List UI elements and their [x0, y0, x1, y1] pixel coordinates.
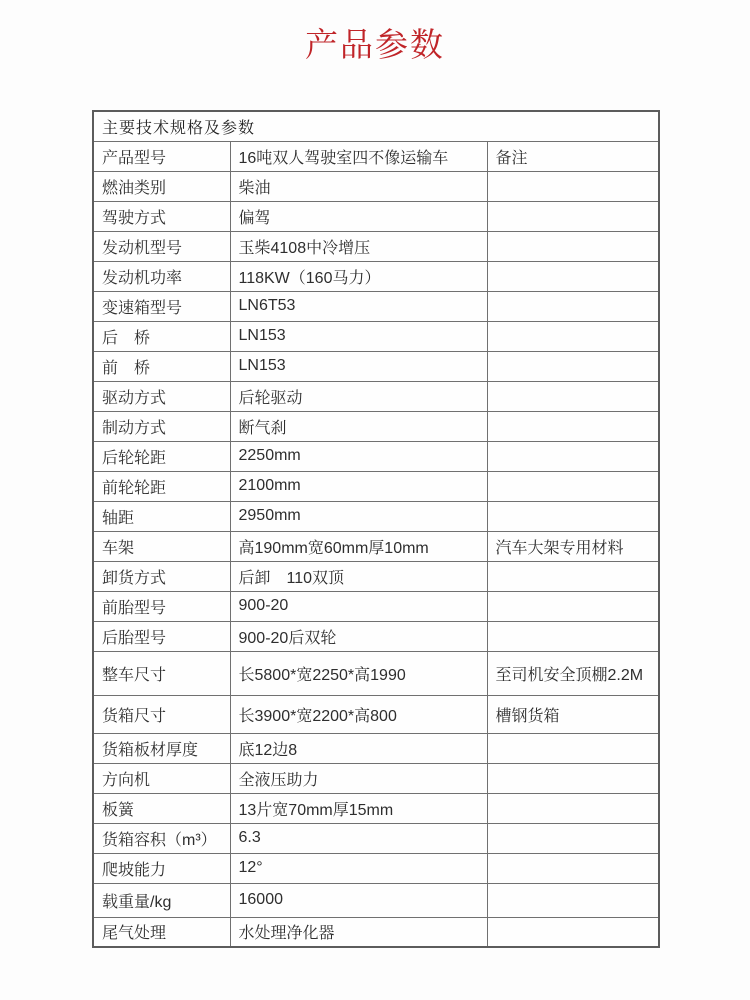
spec-remark-cell: 汽车大架专用材料: [487, 531, 659, 561]
table-row: [93, 561, 659, 591]
spec-remark-cell: [487, 261, 659, 291]
spec-value-cell: 长5800*宽2250*高1990: [230, 651, 487, 695]
spec-label-cell: 变速箱型号: [93, 291, 230, 321]
spec-label-cell: 驾驶方式: [93, 201, 230, 231]
spec-table-body: [93, 141, 659, 947]
spec-label-cell: 驱动方式: [93, 381, 230, 411]
spec-label-cell: 卸货方式: [93, 561, 230, 591]
spec-value-cell: 后轮驱动: [230, 381, 487, 411]
spec-label-cell: 货箱容积（m³）: [93, 823, 230, 853]
spec-value-cell: 900-20: [230, 591, 487, 621]
spec-value-cell: 全液压助力: [230, 763, 487, 793]
table-row: [93, 231, 659, 261]
spec-remark-cell: [487, 321, 659, 351]
spec-label-cell: 货箱尺寸: [93, 695, 230, 733]
table-row: [93, 763, 659, 793]
spec-remark-cell: [487, 823, 659, 853]
spec-remark-cell: [487, 561, 659, 591]
table-row: [93, 171, 659, 201]
table-row: [93, 141, 659, 171]
spec-label-cell: 前轮轮距: [93, 471, 230, 501]
spec-remark-cell: [487, 621, 659, 651]
spec-value-cell: 2250mm: [230, 441, 487, 471]
table-row: [93, 201, 659, 231]
table-row: [93, 441, 659, 471]
spec-label-cell: 爬坡能力: [93, 853, 230, 883]
spec-remark-cell: 槽钢货箱: [487, 695, 659, 733]
spec-remark-cell: [487, 917, 659, 947]
spec-value-cell: 后卸 110双顶: [230, 561, 487, 591]
table-row: [93, 651, 659, 695]
spec-remark-cell: [487, 733, 659, 763]
spec-value-cell: 高190mm宽60mm厚10mm: [230, 531, 487, 561]
table-title: 主要技术规格及参数: [93, 111, 659, 141]
spec-remark-cell: [487, 381, 659, 411]
spec-value-cell: 16吨双人驾驶室四不像运输车: [230, 141, 487, 171]
spec-label-cell: 产品型号: [93, 141, 230, 171]
table-row: [93, 917, 659, 947]
spec-remark-cell: 至司机安全顶棚2.2M: [487, 651, 659, 695]
spec-value-cell: 断气刹: [230, 411, 487, 441]
spec-value-cell: 底12边8: [230, 733, 487, 763]
spec-value-cell: LN6T53: [230, 291, 487, 321]
spec-label-cell: 前 桥: [93, 351, 230, 381]
table-row: [93, 793, 659, 823]
spec-value-cell: 2950mm: [230, 501, 487, 531]
spec-remark-cell: [487, 201, 659, 231]
spec-label-cell: 整车尺寸: [93, 651, 230, 695]
spec-remark-cell: [487, 291, 659, 321]
spec-value-cell: LN153: [230, 351, 487, 381]
spec-value-cell: 12°: [230, 853, 487, 883]
table-row: [93, 321, 659, 351]
spec-value-cell: 2100mm: [230, 471, 487, 501]
spec-label-cell: 板簧: [93, 793, 230, 823]
table-header-row: [93, 111, 659, 141]
spec-label-cell: 车架: [93, 531, 230, 561]
page-title: 产品参数: [305, 26, 445, 63]
spec-label-cell: 发动机型号: [93, 231, 230, 261]
spec-value-cell: 13片宽70mm厚15mm: [230, 793, 487, 823]
table-row: [93, 621, 659, 651]
spec-label-cell: 发动机功率: [93, 261, 230, 291]
spec-value-cell: 偏驾: [230, 201, 487, 231]
spec-label-cell: 前胎型号: [93, 591, 230, 621]
table-row: [93, 591, 659, 621]
spec-value-cell: 玉柴4108中冷增压: [230, 231, 487, 261]
table-row: [93, 853, 659, 883]
spec-value-cell: 水处理净化器: [230, 917, 487, 947]
spec-remark-cell: [487, 411, 659, 441]
spec-label-cell: 载重量/kg: [93, 883, 230, 917]
spec-value-cell: 6.3: [230, 823, 487, 853]
spec-table: [92, 110, 660, 948]
spec-remark-cell: [487, 793, 659, 823]
table-row: [93, 351, 659, 381]
spec-remark-cell: [487, 763, 659, 793]
spec-label-cell: 货箱板材厚度: [93, 733, 230, 763]
spec-value-cell: LN153: [230, 321, 487, 351]
spec-table-container: [92, 110, 658, 948]
spec-label-cell: 后 桥: [93, 321, 230, 351]
spec-label-cell: 方向机: [93, 763, 230, 793]
table-row: [93, 823, 659, 853]
table-row: [93, 695, 659, 733]
spec-remark-cell: [487, 471, 659, 501]
spec-value-cell: 柴油: [230, 171, 487, 201]
spec-value-cell: 118KW（160马力）: [230, 261, 487, 291]
spec-remark-cell: [487, 171, 659, 201]
spec-value-cell: 900-20后双轮: [230, 621, 487, 651]
spec-remark-cell: [487, 853, 659, 883]
spec-label-cell: 燃油类别: [93, 171, 230, 201]
table-row: [93, 381, 659, 411]
spec-remark-cell: [487, 591, 659, 621]
spec-remark-cell: [487, 441, 659, 471]
spec-value-cell: 长3900*宽2200*高800: [230, 695, 487, 733]
table-row: [93, 471, 659, 501]
spec-label-cell: 制动方式: [93, 411, 230, 441]
spec-remark-cell: [487, 883, 659, 917]
spec-remark-cell: 备注: [487, 141, 659, 171]
spec-remark-cell: [487, 501, 659, 531]
spec-remark-cell: [487, 231, 659, 261]
table-row: [93, 531, 659, 561]
table-row: [93, 883, 659, 917]
spec-value-cell: 16000: [230, 883, 487, 917]
spec-label-cell: 后轮轮距: [93, 441, 230, 471]
spec-label-cell: 后胎型号: [93, 621, 230, 651]
spec-remark-cell: [487, 351, 659, 381]
table-row: [93, 501, 659, 531]
table-row: [93, 733, 659, 763]
spec-label-cell: 尾气处理: [93, 917, 230, 947]
table-row: [93, 291, 659, 321]
table-row: [93, 411, 659, 441]
spec-label-cell: 轴距: [93, 501, 230, 531]
table-row: [93, 261, 659, 291]
